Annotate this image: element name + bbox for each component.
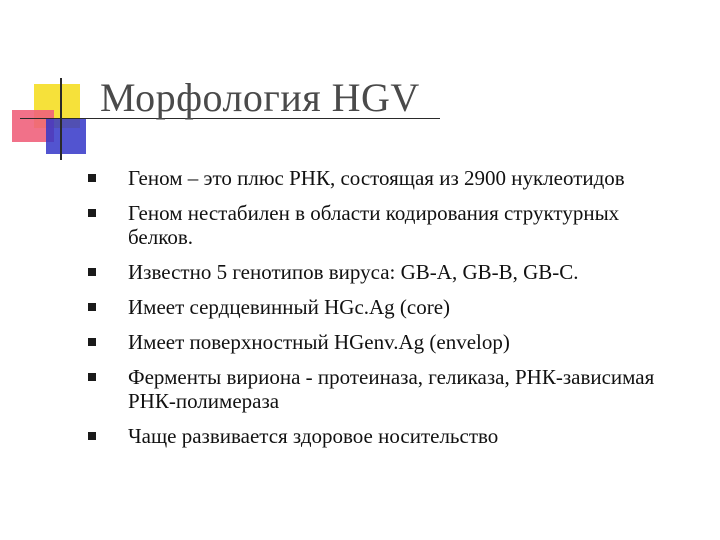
bullet-text: Геном нестабилен в области кодирования структурных белков. bbox=[128, 201, 620, 249]
bullet-item bbox=[88, 424, 688, 448]
bullet-item bbox=[88, 330, 688, 354]
square-bullet-icon bbox=[88, 174, 96, 182]
square-bullet-icon bbox=[88, 432, 96, 440]
square-bullet-icon bbox=[88, 268, 96, 276]
square-bullet-icon bbox=[88, 373, 96, 381]
bullet-text: Известно 5 генотипов вируса: GB-A, GB-B, GB-C. bbox=[128, 260, 579, 284]
bullet-text: Имеет поверхностный HGenv.Ag (envelop) bbox=[128, 330, 510, 354]
bullet-item bbox=[88, 295, 688, 319]
bullet-text: Геном – это плюс РНК, состоящая из 2900 нуклеотидов bbox=[128, 166, 625, 190]
bullet-item bbox=[88, 201, 688, 249]
bullet-item bbox=[88, 260, 688, 284]
decorative-blue-square bbox=[46, 118, 86, 154]
bullet-text: Чаще развивается здоровое носительство bbox=[128, 424, 499, 448]
bullet-item bbox=[88, 365, 688, 413]
square-bullet-icon bbox=[88, 338, 96, 346]
square-bullet-icon bbox=[88, 209, 96, 217]
bullet-text: Имеет сердцевинный HGc.Ag (core) bbox=[128, 295, 451, 319]
bullet-list bbox=[88, 166, 688, 459]
decorative-vertical-line bbox=[60, 78, 62, 160]
bullet-text: Ферменты вириона - протеиназа, геликаза, РНК-зависимая РНК-полимераза bbox=[128, 365, 655, 413]
bullet-item bbox=[88, 166, 688, 190]
square-bullet-icon bbox=[88, 303, 96, 311]
slide-title: Морфология HGV bbox=[100, 75, 420, 120]
